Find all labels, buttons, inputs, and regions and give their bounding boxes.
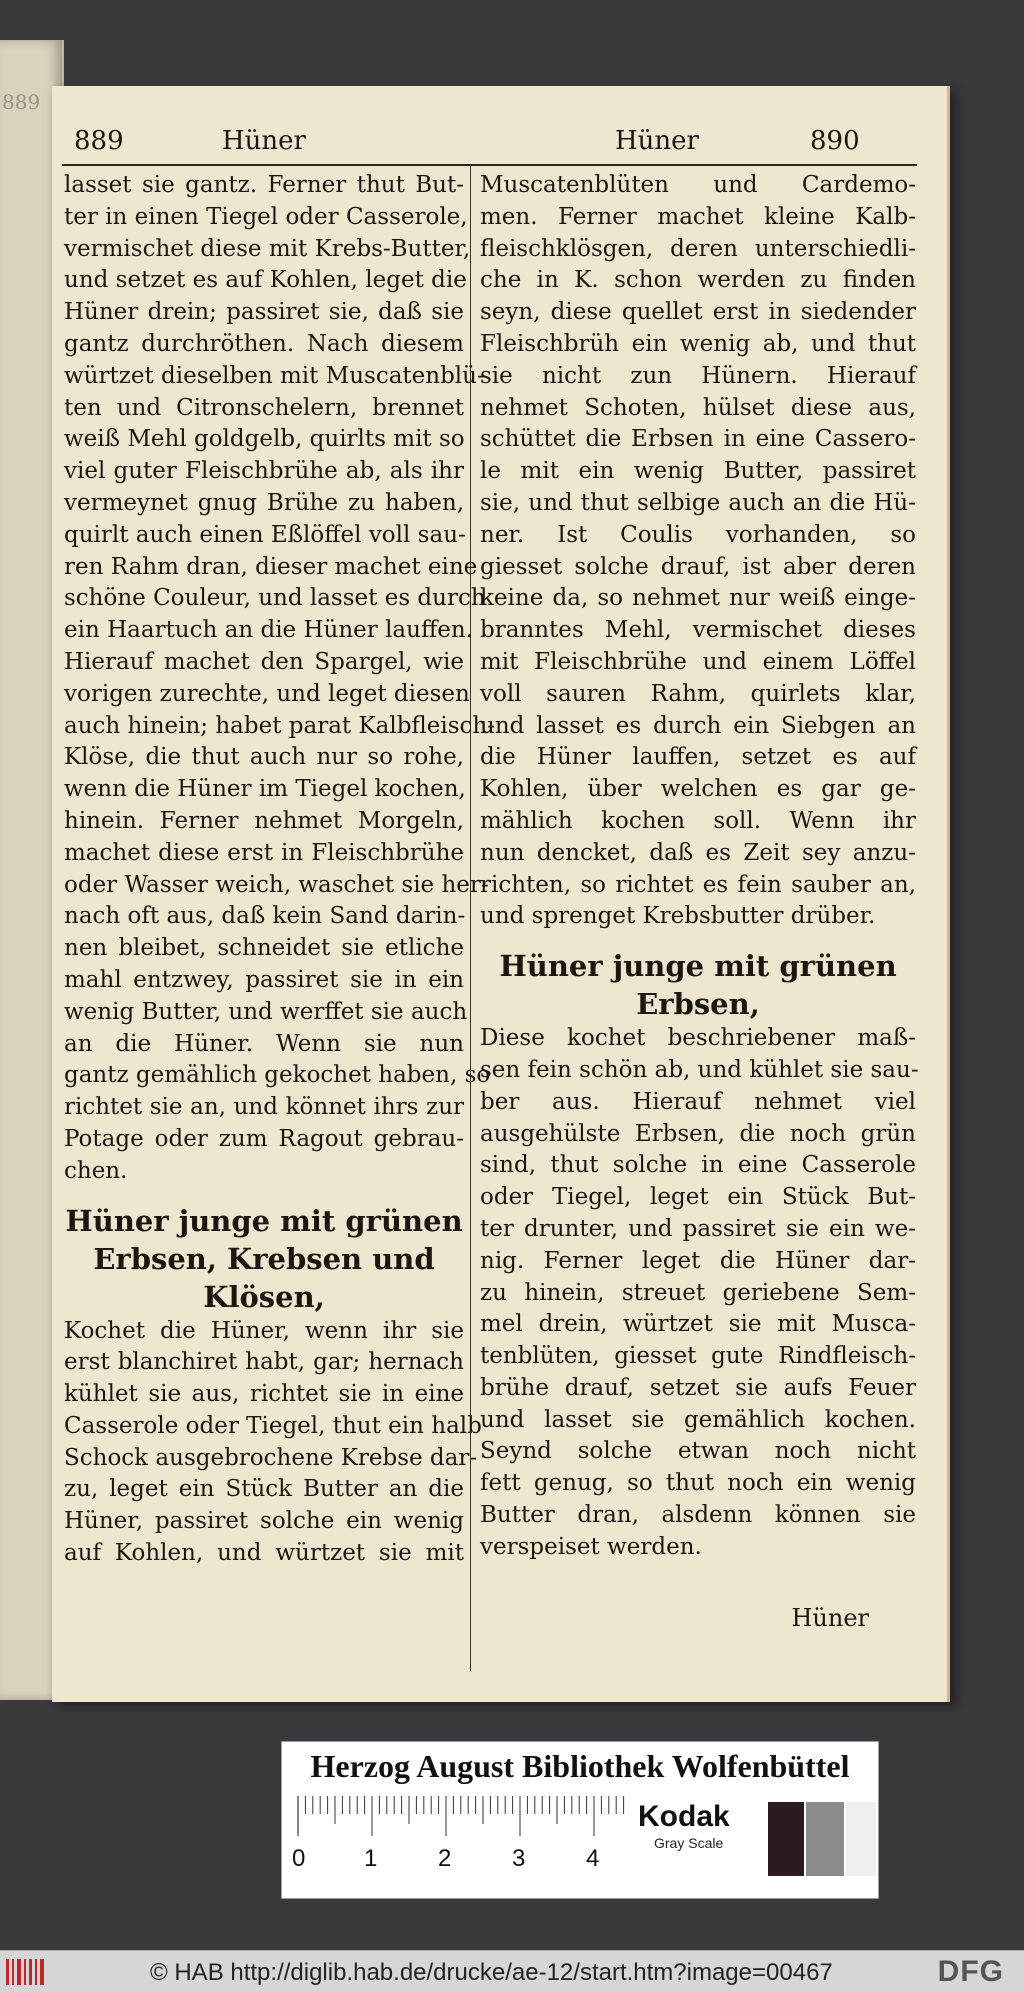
text-line: nehmet Schoten, hülset diese aus, <box>480 394 916 421</box>
text-line: ein Haartuch an die Hüner lauffen. <box>64 617 474 644</box>
text-line: schöne Couleur, und lasset es durch <box>64 585 486 612</box>
black-patch <box>768 1802 804 1876</box>
text-line: Casserole oder Tiegel, thut ein halb <box>64 1412 482 1439</box>
text-line: che in K. schon werden zu finden <box>480 267 916 294</box>
text-line: Butter dran, alsdenn können sie <box>480 1502 916 1529</box>
catchword: Hüner <box>791 1604 869 1632</box>
text-line: sie nicht zun Hünern. Hierauf <box>480 362 916 389</box>
section-gap <box>64 1188 464 1202</box>
text-line: mahl entzwey, passiret sie in ein <box>64 966 464 993</box>
text-line: ter drunter, und passiret sie ein we- <box>480 1215 916 1242</box>
text-line: Muscatenblüten und Cardemo- <box>480 172 916 198</box>
text-line: giesset solche drauf, ist aber deren <box>480 553 916 580</box>
text-line: Hierauf machet den Spargel, wie <box>64 648 464 675</box>
text-line: würtzet dieselben mit Muscatenblü- <box>64 362 485 389</box>
scale-number-2: 2 <box>438 1845 452 1872</box>
text-line: richten, so richtet es fein sauber an, <box>480 871 916 898</box>
text-line: nig. Ferner leget die Hüner dar- <box>480 1247 916 1274</box>
text-line: sie, und thut selbige auch an die Hü- <box>480 489 916 516</box>
text-line: und sprenget Krebsbutter drüber. <box>480 903 876 930</box>
ruler-and-grayscale <box>292 1794 878 1894</box>
text-line: zu, leget ein Stück Butter an die <box>64 1476 464 1503</box>
footer-bar <box>0 1950 1024 1992</box>
text-line: und setzet es auf Kohlen, leget die <box>64 267 467 294</box>
text-line: branntes Mehl, vermischet dieses <box>480 617 916 644</box>
text-line: quirlt auch einen Eßlöffel voll sau- <box>64 521 466 548</box>
text-line: sind, thut solche in eine Casserole <box>480 1152 916 1179</box>
text-line: keine da, so nehmet nur weiß einge- <box>480 585 916 612</box>
text-line: hinein. Ferner nehmet Morgeln, <box>64 807 464 834</box>
text-line: mählich kochen soll. Wenn ihr <box>480 807 916 834</box>
text-line: kühlet sie aus, richtet sie in eine <box>64 1381 464 1408</box>
text-line: Kohlen, über welchen es gar ge- <box>480 776 916 803</box>
text-line: Hüner drein; passiret sie, daß sie <box>64 299 464 326</box>
text-line: erst blanchiret habt, gar; hernach <box>64 1349 464 1376</box>
scale-number-1: 1 <box>364 1845 378 1872</box>
text-line: Potage oder zum Ragout gebrau- <box>64 1125 464 1152</box>
section-gap <box>480 933 916 947</box>
text-line: fett genug, so thut noch ein wenig <box>480 1470 916 1497</box>
text-line: auf Kohlen, und würtzet sie mit <box>64 1540 464 1567</box>
recipe-heading: Hüner junge mit grünen <box>499 949 897 984</box>
text-line: Seynd solche etwan noch nicht <box>480 1438 916 1465</box>
text-line: nun dencket, daß es Zeit sey anzu- <box>480 839 916 866</box>
text-line: vermischet diese mit Krebs-Butter, <box>64 235 471 262</box>
scale-number-3: 3 <box>512 1845 526 1872</box>
text-line: sen fein schön ab, und kühlet sie sau- <box>480 1056 919 1083</box>
credit-url[interactable]: © HAB http://diglib.hab.de/drucke/ae-12/start.htm?image=00467 <box>150 1959 833 1986</box>
text-line: fleischklösgen, deren unterschiedli- <box>480 235 916 262</box>
gray-scale-label: Gray Scale <box>654 1835 724 1851</box>
text-line: ner. Ist Coulis vorhanden, so <box>480 521 916 548</box>
text-line: Kochet die Hüner, wenn ihr sie <box>64 1317 464 1344</box>
recipe-heading: Hüner junge mit grünen <box>65 1203 463 1238</box>
text-line: ausgehülste Erbsen, die noch grün <box>480 1120 916 1147</box>
text-line: le mit ein wenig Butter, passiret <box>480 458 916 485</box>
header-rule <box>62 164 917 166</box>
text-line: zu hinein, streuet geriebene Sem- <box>480 1279 916 1306</box>
text-line: oder Wasser weich, waschet sie her- <box>64 871 489 898</box>
left-running-title: Hüner <box>222 126 306 156</box>
text-line: ter in einen Tiegel oder Casserole, <box>64 203 468 230</box>
text-line: nen bleibet, schneidet sie etliche <box>64 935 464 962</box>
text-line: ten und Citronschelern, brennet <box>64 394 464 421</box>
text-line: vorigen zurechte, und leget diesen <box>64 680 470 707</box>
text-line: richtet sie an, und könnet ihrs zur <box>64 1094 464 1121</box>
text-line: mel drein, würtzet sie mit Musca- <box>480 1311 916 1338</box>
text-line: und lasset sie gemählich kochen. <box>480 1406 916 1433</box>
recipe-heading: Erbsen, <box>636 987 760 1022</box>
text-line: lasset sie gantz. Ferner thut But- <box>64 172 464 198</box>
recipe-heading: Erbsen, Krebsen und <box>93 1241 435 1276</box>
text-line: Fleischbrüh ein wenig ab, und thut <box>480 330 916 357</box>
left-page-number: 889 <box>74 126 124 156</box>
right-running-title: Hüner <box>615 126 699 156</box>
right-page-number: 890 <box>810 126 860 156</box>
text-line: wenn die Hüner im Tiegel kochen, <box>64 776 466 803</box>
scale-number-4: 4 <box>586 1845 600 1872</box>
text-line: schüttet die Erbsen in eine Cassero- <box>480 426 916 453</box>
text-line: chen. <box>64 1157 128 1184</box>
text-line: auch hinein; habet parat Kalbfleisch- <box>64 712 496 739</box>
text-line: men. Ferner machet kleine Kalb- <box>480 203 916 230</box>
text-line: Schock ausgebrochene Krebse dar- <box>64 1444 478 1471</box>
text-line: wenig Butter, und werffet sie auch <box>64 998 468 1025</box>
text-line: Hüner, passiret solche ein wenig <box>64 1508 464 1535</box>
book-page <box>52 86 950 1702</box>
kodak-logo: Kodak <box>638 1800 730 1833</box>
recipe-heading: Klösen, <box>203 1279 325 1314</box>
text-line: die Hüner lauffen, setzet es auf <box>480 744 916 771</box>
text-line: Klöse, die thut auch nur so rohe, <box>64 744 464 771</box>
left-text-column <box>64 170 496 1570</box>
text-line: viel guter Fleischbrühe ab, als ihr <box>64 458 464 485</box>
white-patch <box>846 1802 876 1876</box>
barcode-icon <box>6 1959 46 1985</box>
text-line: verspeiset werden. <box>480 1533 702 1560</box>
page-header <box>52 126 947 166</box>
text-line: gantz durchröthen. Nach diesem <box>64 330 464 357</box>
text-line: an die Hüner. Wenn sie nun <box>64 1030 464 1057</box>
text-line: nach oft aus, daß kein Sand darin- <box>64 903 466 930</box>
color-target-card <box>281 1741 879 1899</box>
text-line: gantz gemählich gekochet haben, so <box>64 1062 491 1089</box>
text-line: seyn, diese quellet erst in siedender <box>480 299 916 326</box>
text-line: brühe drauf, setzet sie aufs Feuer <box>480 1374 916 1401</box>
scale-number-0: 0 <box>292 1845 306 1872</box>
text-line: tenblüten, giesset gute Rindfleisch- <box>480 1343 916 1370</box>
text-line: Diese kochet beschriebener maß- <box>480 1025 916 1052</box>
text-line: machet diese erst in Fleischbrühe <box>64 839 464 866</box>
ghost-text: 889 <box>2 90 41 114</box>
text-line: mit Fleischbrühe und einem Löffel <box>480 648 916 675</box>
text-line: ber aus. Hierauf nehmet viel <box>480 1088 916 1115</box>
text-line: weiß Mehl goldgelb, quirlts mit so <box>64 426 465 453</box>
text-line: voll sauren Rahm, quirlets klar, <box>480 680 916 707</box>
text-line: und lasset es durch ein Siebgen an <box>480 712 916 739</box>
gray-patch <box>806 1802 844 1876</box>
library-name: Herzog August Bibliothek Wolfenbüttel <box>310 1748 850 1784</box>
right-text-column <box>480 170 919 1564</box>
text-line: ren Rahm dran, dieser machet eine <box>64 553 478 580</box>
dfg-logo: DFG <box>937 1955 1004 1988</box>
text-line: oder Tiegel, leget ein Stück But- <box>480 1184 916 1211</box>
text-line: vermeynet gnug Brühe zu haben, <box>64 489 464 516</box>
